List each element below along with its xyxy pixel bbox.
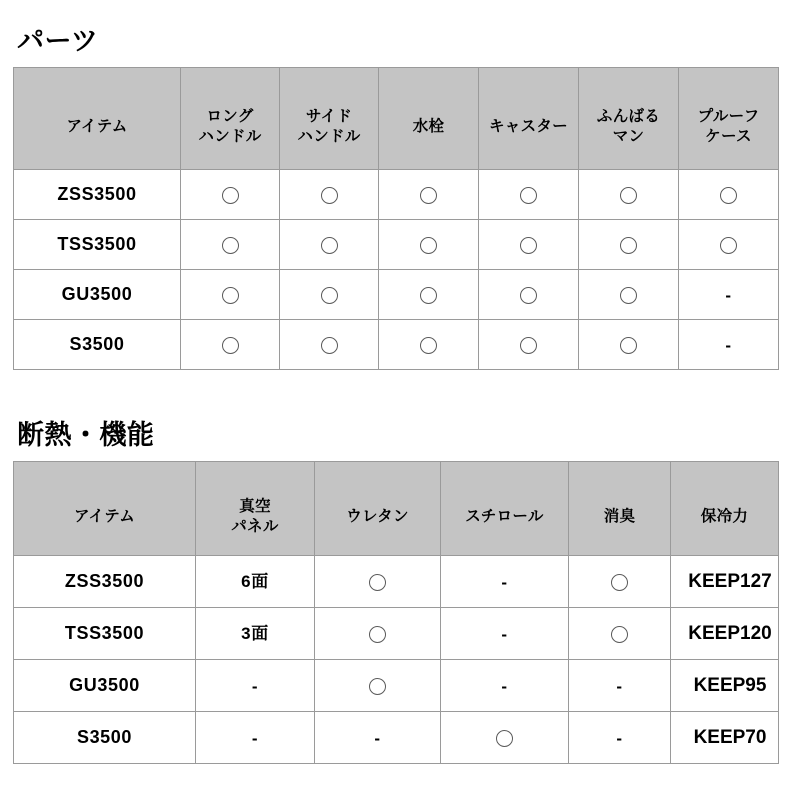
model-name-cell: GU3500: [14, 660, 196, 712]
spec-cell: [196, 556, 315, 608]
parts-table-header: [14, 68, 779, 170]
column-header-1: [196, 462, 315, 556]
circle-icon: [420, 237, 437, 254]
column-header-label: プルーフ ケース: [697, 108, 760, 145]
dash-icon: -: [501, 624, 508, 644]
circle-icon: [222, 187, 239, 204]
model-name-cell: ZSS3500: [14, 170, 181, 220]
circle-icon: [620, 187, 637, 204]
spec-cell: [181, 170, 280, 220]
spec-cell: [679, 270, 779, 320]
insulation-table: [13, 461, 779, 764]
spec-cell: [315, 556, 441, 608]
circle-icon: [369, 678, 386, 695]
table-row: [14, 220, 779, 270]
column-header-label: ふんばる マン: [596, 108, 661, 145]
cell-value: 6面: [241, 571, 269, 591]
page-title-parts: パーツ: [17, 26, 99, 56]
column-header-item: [14, 68, 181, 170]
circle-icon: [720, 237, 737, 254]
cooling-power-cell: [671, 556, 779, 608]
spec-cell: [569, 660, 671, 712]
circle-icon: [620, 337, 637, 354]
spec-cell: [280, 270, 379, 320]
column-header-label: 水栓: [412, 117, 445, 135]
column-header-3: [441, 462, 569, 556]
spec-cell: [579, 270, 679, 320]
spec-cell: [479, 270, 579, 320]
column-header-5: [579, 68, 679, 170]
table-header-row: [14, 68, 779, 170]
column-header-4: [569, 462, 671, 556]
column-header-1: [181, 68, 280, 170]
spec-cell: [569, 608, 671, 660]
spec-cell: [181, 270, 280, 320]
circle-icon: [620, 237, 637, 254]
circle-icon: [520, 287, 537, 304]
dash-icon: -: [374, 728, 381, 748]
spec-cell: [441, 608, 569, 660]
spec-cell: [479, 220, 579, 270]
circle-icon: [720, 187, 737, 204]
model-name-cell: ZSS3500: [14, 556, 196, 608]
spec-cell: [315, 608, 441, 660]
dash-icon: -: [725, 285, 732, 305]
table-row: [14, 270, 779, 320]
column-header-label: キャスター: [488, 117, 568, 135]
spec-cell: [379, 320, 479, 370]
spec-cell: [679, 320, 779, 370]
circle-icon: [611, 574, 628, 591]
spec-cell: [569, 712, 671, 764]
circle-icon: [520, 237, 537, 254]
spec-cell: [379, 270, 479, 320]
circle-icon: [620, 287, 637, 304]
column-header-2: [280, 68, 379, 170]
spec-cell: [479, 320, 579, 370]
column-header-5: [671, 462, 779, 556]
column-header-label: 保冷力: [700, 507, 749, 525]
circle-icon: [222, 337, 239, 354]
circle-icon: [222, 237, 239, 254]
dash-icon: -: [725, 335, 732, 355]
circle-icon: [321, 337, 338, 354]
circle-icon: [321, 287, 338, 304]
spec-cell: [379, 220, 479, 270]
insulation-table-header: [14, 462, 779, 556]
circle-icon: [520, 187, 537, 204]
dash-icon: -: [616, 728, 623, 748]
spec-cell: [181, 220, 280, 270]
column-header-label: サイド ハンドル: [297, 108, 361, 145]
spec-cell: [315, 660, 441, 712]
column-header-label: アイテム: [66, 117, 128, 135]
cell-value: KEEP95: [693, 674, 767, 696]
table-row: [14, 608, 779, 660]
spec-cell: [181, 320, 280, 370]
insulation-table-body: [14, 556, 779, 764]
model-name-cell: GU3500: [14, 270, 181, 320]
spec-cell: [196, 608, 315, 660]
cooling-power-cell: [671, 712, 779, 764]
table-header-row: [14, 462, 779, 556]
circle-icon: [496, 730, 513, 747]
section-parts: [13, 28, 778, 370]
page-title-insulation: 断熱・機能: [17, 420, 155, 450]
section-insulation: [13, 422, 778, 764]
column-header-2: [315, 462, 441, 556]
spec-cell: [679, 220, 779, 270]
table-row: [14, 556, 779, 608]
spec-cell: [280, 320, 379, 370]
spec-cell: [579, 170, 679, 220]
circle-icon: [321, 237, 338, 254]
spec-cell: [196, 660, 315, 712]
spec-cell: [196, 712, 315, 764]
spec-cell: [441, 556, 569, 608]
dash-icon: -: [501, 676, 508, 696]
column-header-item: [14, 462, 196, 556]
circle-icon: [420, 187, 437, 204]
spec-cell: [679, 170, 779, 220]
spec-cell: [379, 170, 479, 220]
spec-cell: [479, 170, 579, 220]
table-row: [14, 170, 779, 220]
dash-icon: -: [251, 728, 259, 748]
circle-icon: [420, 337, 437, 354]
spec-cell: [579, 320, 679, 370]
table-row: [14, 660, 779, 712]
model-name-cell: S3500: [14, 320, 181, 370]
column-header-label: 真空 パネル: [231, 498, 279, 535]
column-header-4: [479, 68, 579, 170]
cell-value: KEEP120: [688, 622, 772, 644]
column-header-label: ウレタン: [346, 507, 409, 525]
model-name-cell: TSS3500: [14, 220, 181, 270]
dash-icon: -: [251, 676, 259, 696]
circle-icon: [420, 287, 437, 304]
spec-cell: [441, 660, 569, 712]
spec-cell: [315, 712, 441, 764]
column-header-label: ロング ハンドル: [198, 108, 262, 145]
circle-icon: [222, 287, 239, 304]
cooling-power-cell: [671, 608, 779, 660]
column-header-6: [679, 68, 779, 170]
spec-cell: [569, 556, 671, 608]
circle-icon: [321, 187, 338, 204]
model-name-cell: S3500: [14, 712, 196, 764]
table-row: [14, 712, 779, 764]
circle-icon: [369, 574, 386, 591]
circle-icon: [369, 626, 386, 643]
spec-cell: [280, 220, 379, 270]
cell-value: 3面: [241, 623, 269, 643]
column-header-label: アイテム: [73, 507, 136, 525]
column-header-label: 消臭: [603, 507, 636, 525]
column-header-label: スチロール: [465, 507, 544, 525]
model-name-cell: TSS3500: [14, 608, 196, 660]
spec-cell: [280, 170, 379, 220]
cooling-power-cell: [671, 660, 779, 712]
spec-cell: [579, 220, 679, 270]
table-row: [14, 320, 779, 370]
circle-icon: [611, 626, 628, 643]
column-header-3: [379, 68, 479, 170]
cell-value: KEEP127: [688, 570, 772, 592]
dash-icon: -: [501, 572, 508, 592]
dash-icon: -: [616, 676, 623, 696]
parts-table: [13, 67, 779, 370]
circle-icon: [520, 337, 537, 354]
parts-table-body: [14, 170, 779, 370]
spec-cell: [441, 712, 569, 764]
cell-value: KEEP70: [693, 726, 767, 748]
